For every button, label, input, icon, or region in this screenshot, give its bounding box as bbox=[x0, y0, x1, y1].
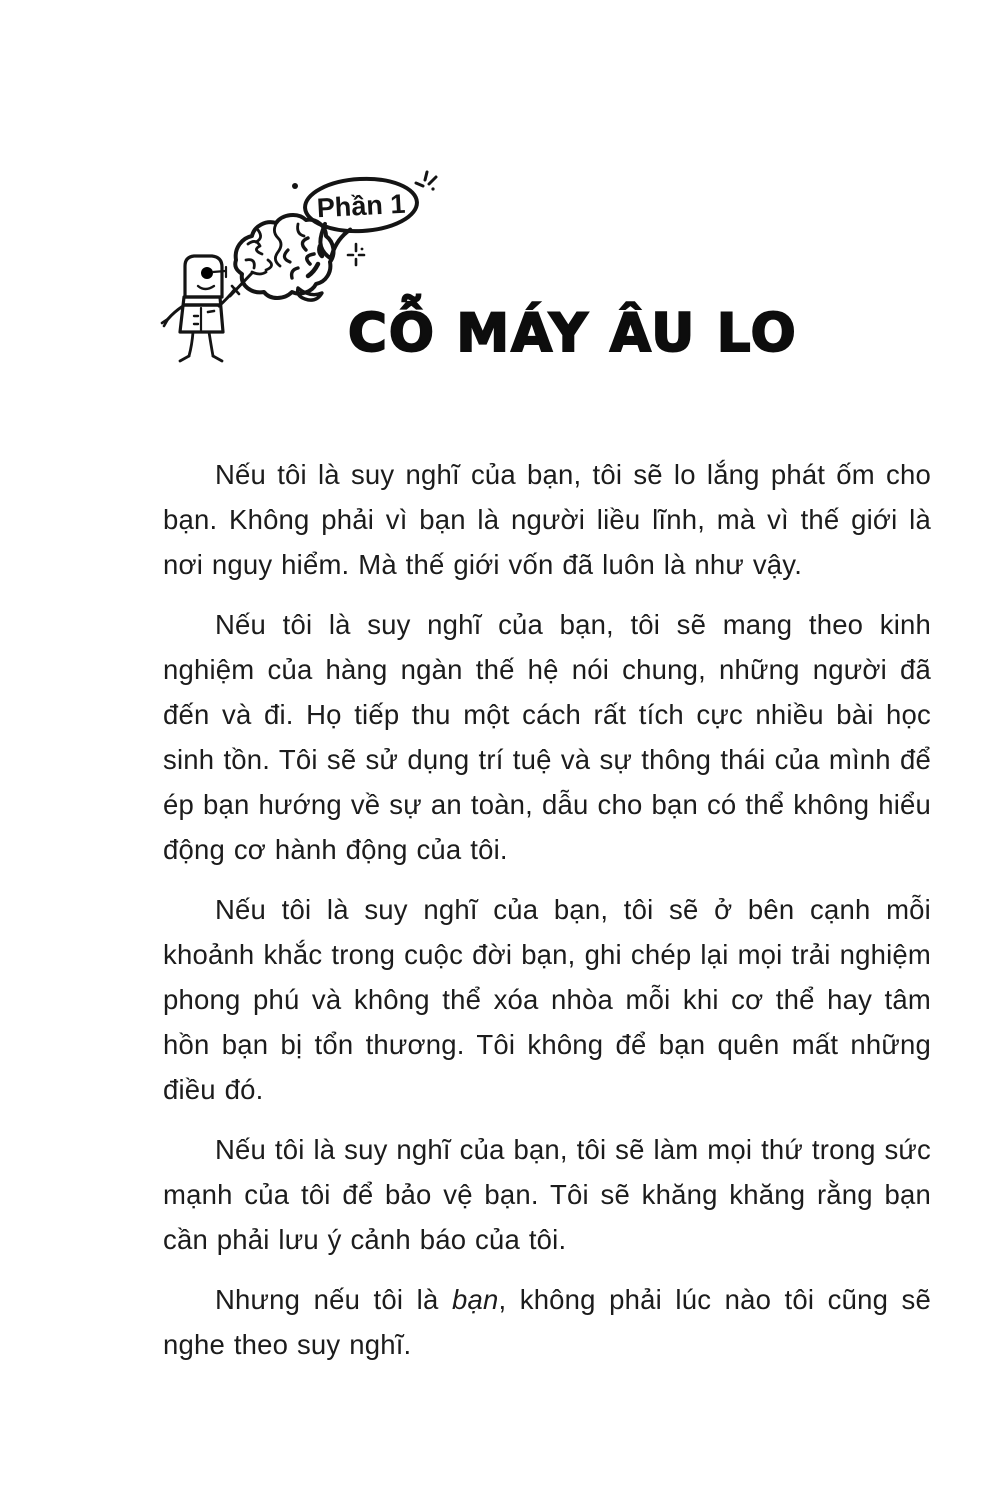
text-run: Nếu tôi là suy nghĩ của bạn, tôi sẽ làm mọi thứ trong sức mạnh của tôi để bảo vệ bạn. Tôi sẽ khăng khăng rằng bạn cần phải lưu ý cảnh báo của tôi. bbox=[163, 1134, 931, 1255]
text-run-italic: bạn bbox=[451, 1284, 499, 1315]
paragraph bbox=[163, 602, 931, 872]
text-run: Nếu tôi là suy nghĩ của bạn, tôi sẽ ở bên cạnh mỗi khoảnh khắc trong cuộc đời bạn, ghi chép lại mọi trải nghiệm phong phú và không thể xóa nhòa mỗi khi cơ thể hay tâm hồn bạn bị tổn thương. Tôi không để bạn quên mất những điều đó. bbox=[163, 894, 931, 1105]
sparkle-icon bbox=[348, 244, 364, 265]
body-text bbox=[163, 452, 931, 1382]
sparkle-icon bbox=[416, 172, 436, 191]
paragraph bbox=[163, 887, 931, 1112]
chapter-title: CỖ MÁY ÂU LO bbox=[348, 303, 798, 364]
brain-doodle-icon bbox=[235, 215, 333, 300]
text-run: Nếu tôi là suy nghĩ của bạn, tôi sẽ lo lắng phát ốm cho bạn. Không phải vì bạn là người liều lĩnh, mà vì thế giới là nơi nguy hiểm. Mà thế giới vốn đã luôn là như vậy. bbox=[163, 459, 931, 580]
paragraph bbox=[163, 1277, 931, 1367]
paragraph bbox=[163, 452, 931, 587]
paragraph bbox=[163, 1127, 931, 1262]
speech-bubble-label: Phần 1 bbox=[316, 188, 407, 224]
dot-accent bbox=[292, 183, 298, 189]
text-run: Nhưng nếu tôi là bbox=[215, 1284, 452, 1315]
text-run: , không phải lúc nào tôi cũng sẽ nghe theo suy nghĩ. bbox=[163, 1284, 932, 1360]
text-run: Nếu tôi là suy nghĩ của bạn, tôi sẽ mang theo kinh nghiệm của hàng ngàn thế hệ nói chung, những người đã đến và đi. Họ tiếp thu một cách rất tích cực nhiều bài học sinh tồn. Tôi sẽ sử dụng trí tuệ và sự thông thái của mình để ép bạn hướng về sự an toàn, dẫu cho bạn có thể không hiểu động cơ hành động của tôi. bbox=[163, 609, 931, 865]
